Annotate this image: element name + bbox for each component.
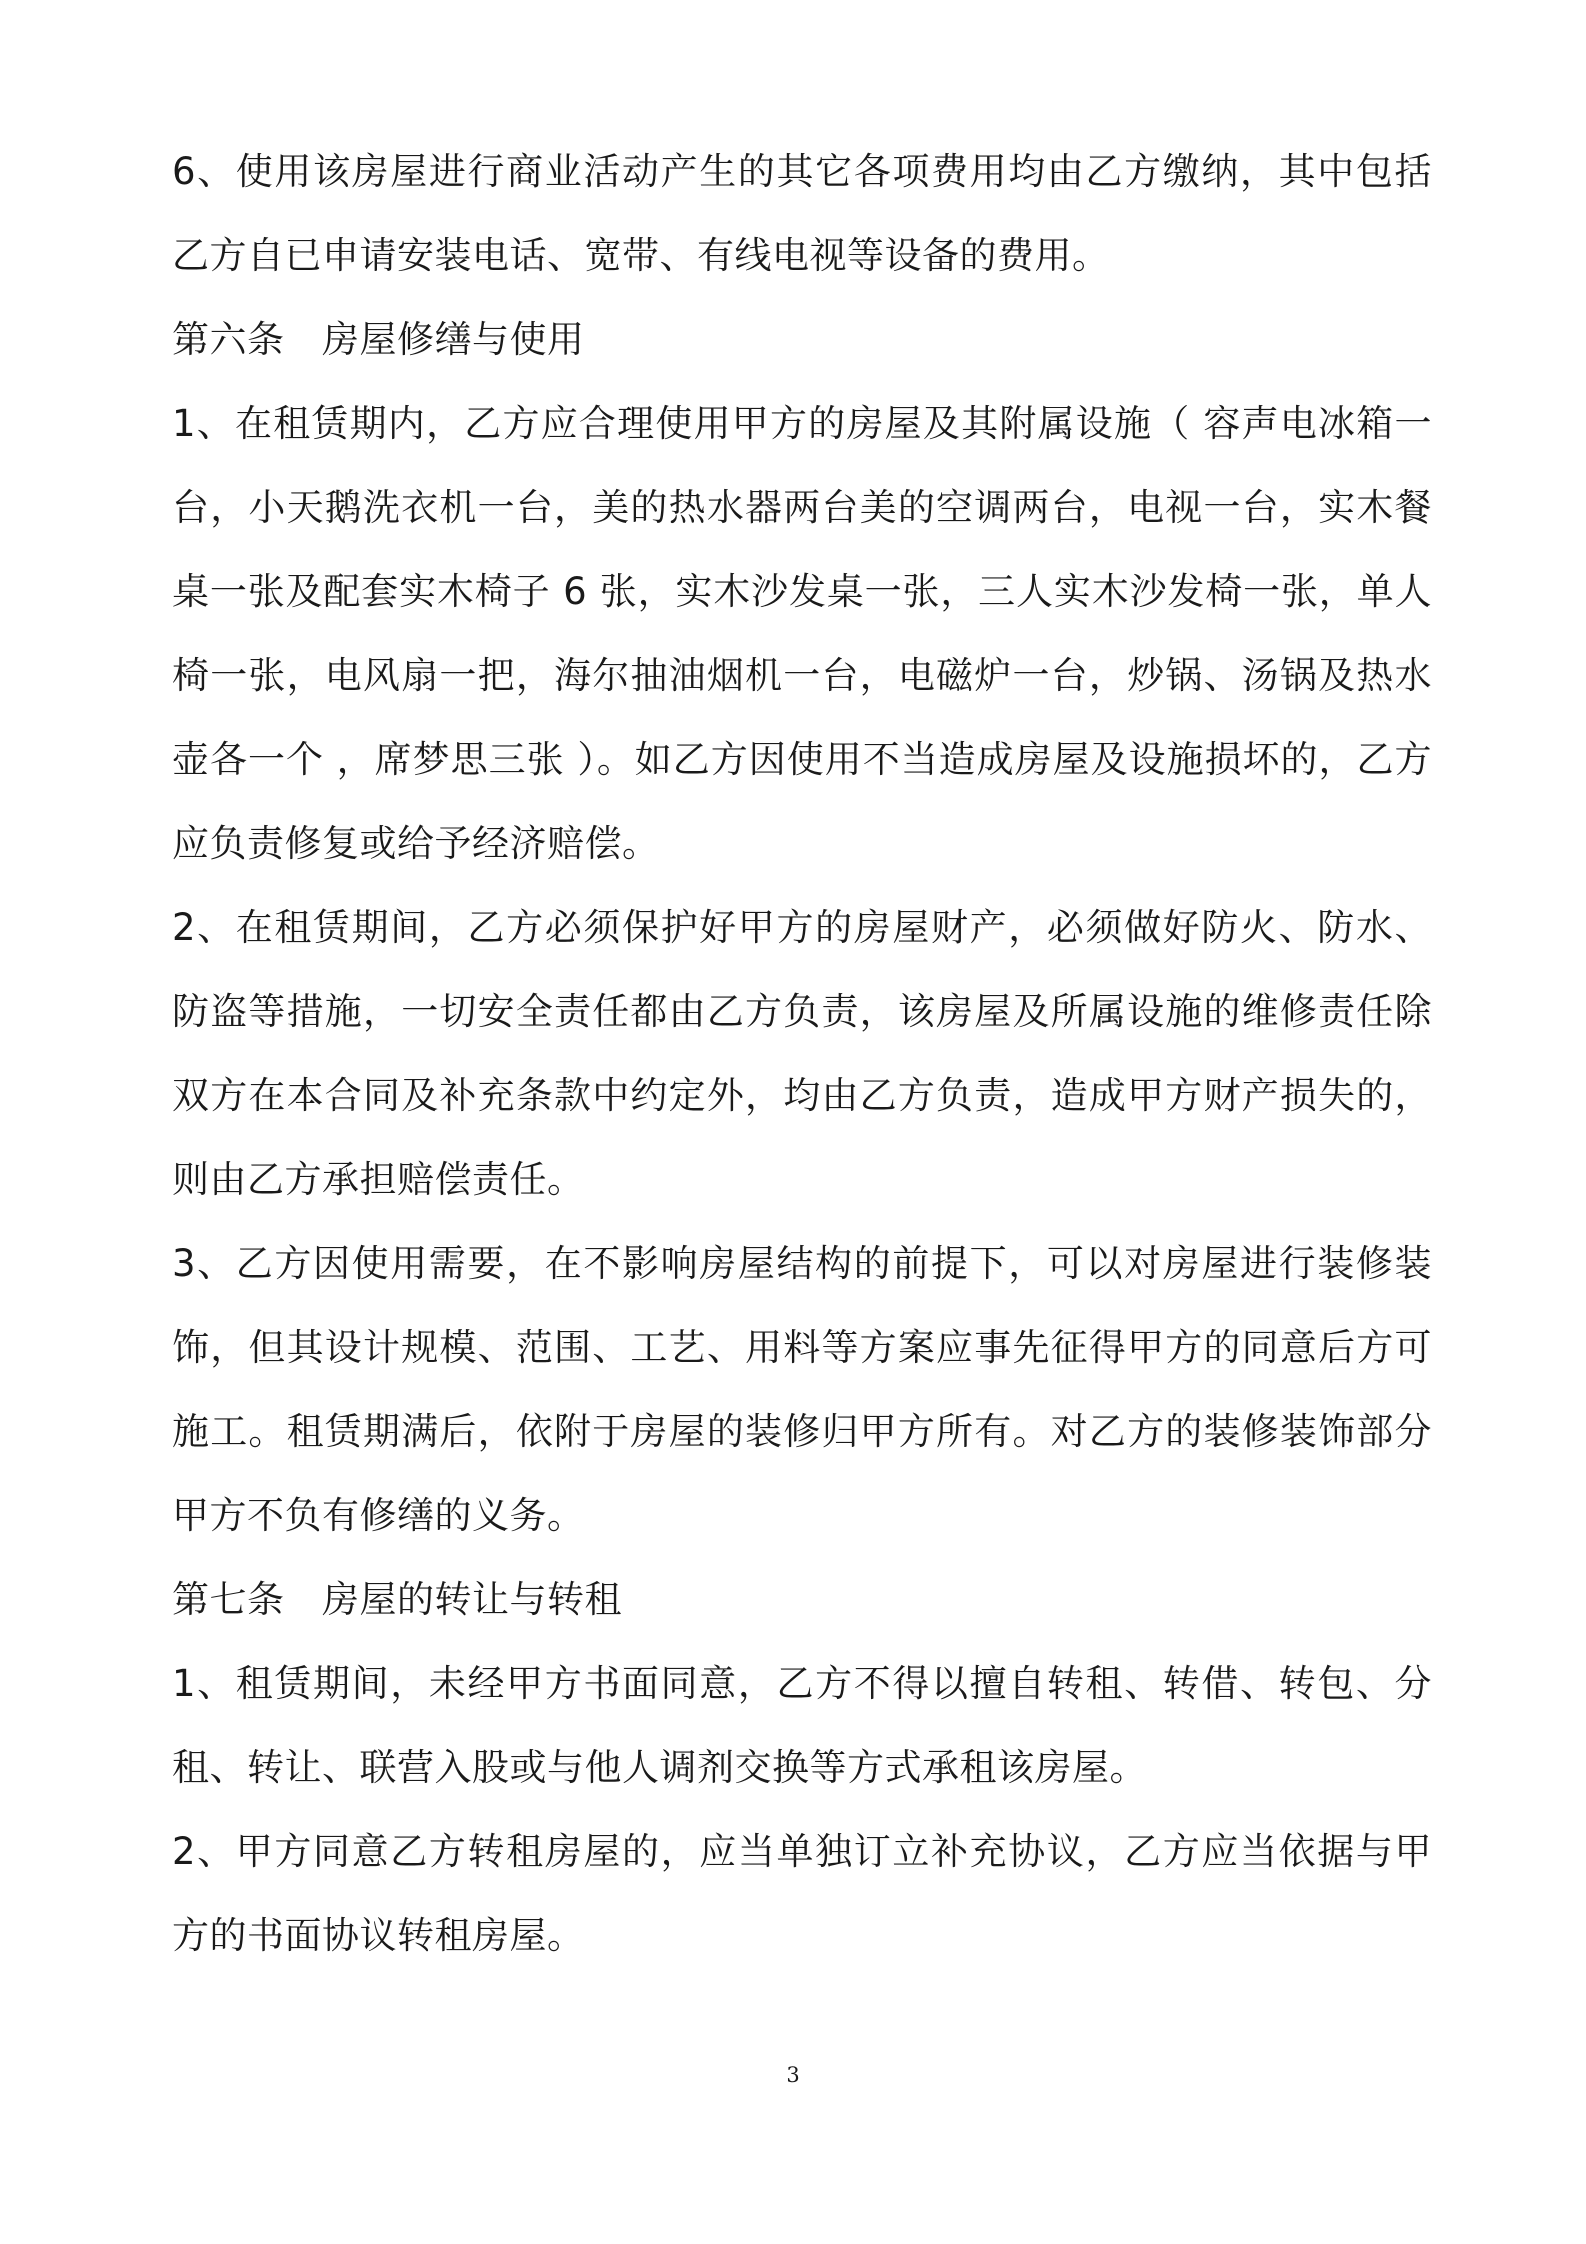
- page-number: 3: [786, 2063, 800, 2087]
- article-7-item-1: 1、租赁期间，未经甲方书面同意，乙方不得以擅自转租、转借、转包、分租、转让、联营入股或与他人调剂交换等方式承租该房屋。: [172, 1662, 1432, 1789]
- clause-5-item-6: 6、使用该房屋进行商业活动产生的其它各项费用均由乙方缴纳，其中包括乙方自已申请安装电话、宽带、有线电视等设备的费用。: [172, 150, 1432, 277]
- article-6-item-1: 1、在租赁期内，乙方应合理使用甲方的房屋及其附属设施（ 容声电冰箱一台，小天鹅洗衣机一台，美的热水器两台美的空调两台，电视一台，实木餐桌一张及配套实木椅子 6 张，实木沙发桌一张，三人实木沙发椅一张，单人椅一张，电风扇一把，海尔抽油烟机一台，电磁炉一台，炒锅、汤锅及热水壶各一个 ，席梦思三张 ）。如乙方因使用不当造成房屋及设施损坏的，乙方应负责修复或给予经济赔偿。: [172, 402, 1432, 865]
- article-6-heading: 第六条 房屋修缮与使用: [172, 318, 585, 361]
- article-6-item-3: 3、乙方因使用需要，在不影响房屋结构的前提下，可以对房屋进行装修装饰，但其设计规模、范围、工艺、用料等方案应事先征得甲方的同意后方可施工。租赁期满后，依附于房屋的装修归甲方所有。对乙方的装修装饰部分甲方不负有修缮的义务。: [172, 1242, 1432, 1537]
- article-7-heading: 第七条 房屋的转让与转租: [172, 1578, 622, 1621]
- article-7-item-2: 2、甲方同意乙方转租房屋的，应当单独订立补充协议，乙方应当依据与甲方的书面协议转租房屋。: [172, 1830, 1432, 1957]
- article-6-item-2: 2、在租赁期间，乙方必须保护好甲方的房屋财产，必须做好防火、防水、防盗等措施，一切安全责任都由乙方负责，该房屋及所属设施的维修责任除双方在本合同及补充条款中约定外，均由乙方负责，造成甲方财产损失的，则由乙方承担赔偿责任。: [172, 906, 1432, 1201]
- document-body: [172, 130, 1432, 1978]
